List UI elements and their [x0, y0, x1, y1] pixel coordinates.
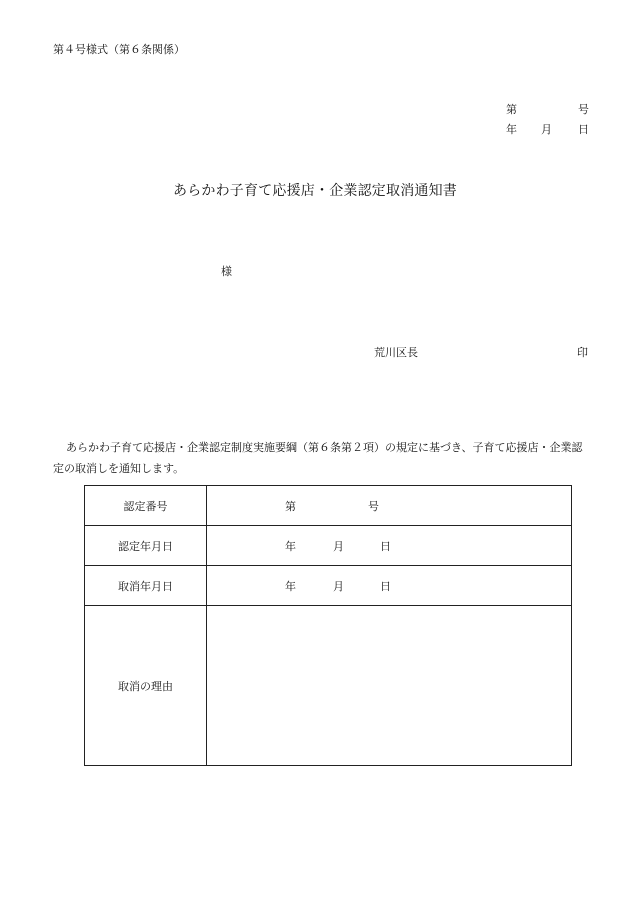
- seal-mark: 印: [577, 346, 588, 359]
- certification-date-day: 日: [380, 539, 391, 553]
- certification-number-label: 認定番号: [85, 486, 207, 526]
- document-number-prefix: 第: [506, 103, 517, 116]
- notice-body-text: あらかわ子育て応援店・企業認定制度実施要綱（第６条第２項）の規定に基づき、子育て応援店・企業認定の取消しを通知します。: [53, 441, 583, 475]
- certification-date-label: 認定年月日: [85, 526, 207, 566]
- document-title: あらかわ子育て応援店・企業認定取消通知書: [173, 183, 457, 199]
- table-row-certification-number: [85, 486, 572, 526]
- certification-date-value: [207, 526, 572, 566]
- issue-date-day: 日: [578, 123, 589, 136]
- table-row-certification-date: [85, 526, 572, 566]
- certification-number-value: [207, 486, 572, 526]
- revocation-reason-value: [207, 606, 572, 766]
- revocation-date-day: 日: [380, 579, 391, 593]
- revocation-date-year: 年: [285, 579, 296, 593]
- revocation-date-value: [207, 566, 572, 606]
- certification-date-month: 月: [333, 539, 344, 553]
- document-number-suffix: 号: [578, 103, 589, 116]
- issue-date-year: 年: [506, 123, 517, 136]
- revocation-reason-label: 取消の理由: [85, 606, 207, 766]
- revocation-date-month: 月: [333, 579, 344, 593]
- certification-date-year: 年: [285, 539, 296, 553]
- form-number: 第４号様式（第６条関係）: [53, 43, 185, 56]
- certification-number-suffix: 号: [368, 499, 379, 513]
- issue-date-month: 月: [541, 123, 552, 136]
- table-row-revocation-date: [85, 566, 572, 606]
- issuer-name: 荒川区長: [374, 346, 418, 359]
- revocation-date-label: 取消年月日: [85, 566, 207, 606]
- certification-number-prefix: 第: [285, 499, 296, 513]
- recipient-honorific: 様: [221, 265, 232, 278]
- table-row-revocation-reason: [85, 606, 572, 766]
- certification-info-table: [84, 485, 572, 766]
